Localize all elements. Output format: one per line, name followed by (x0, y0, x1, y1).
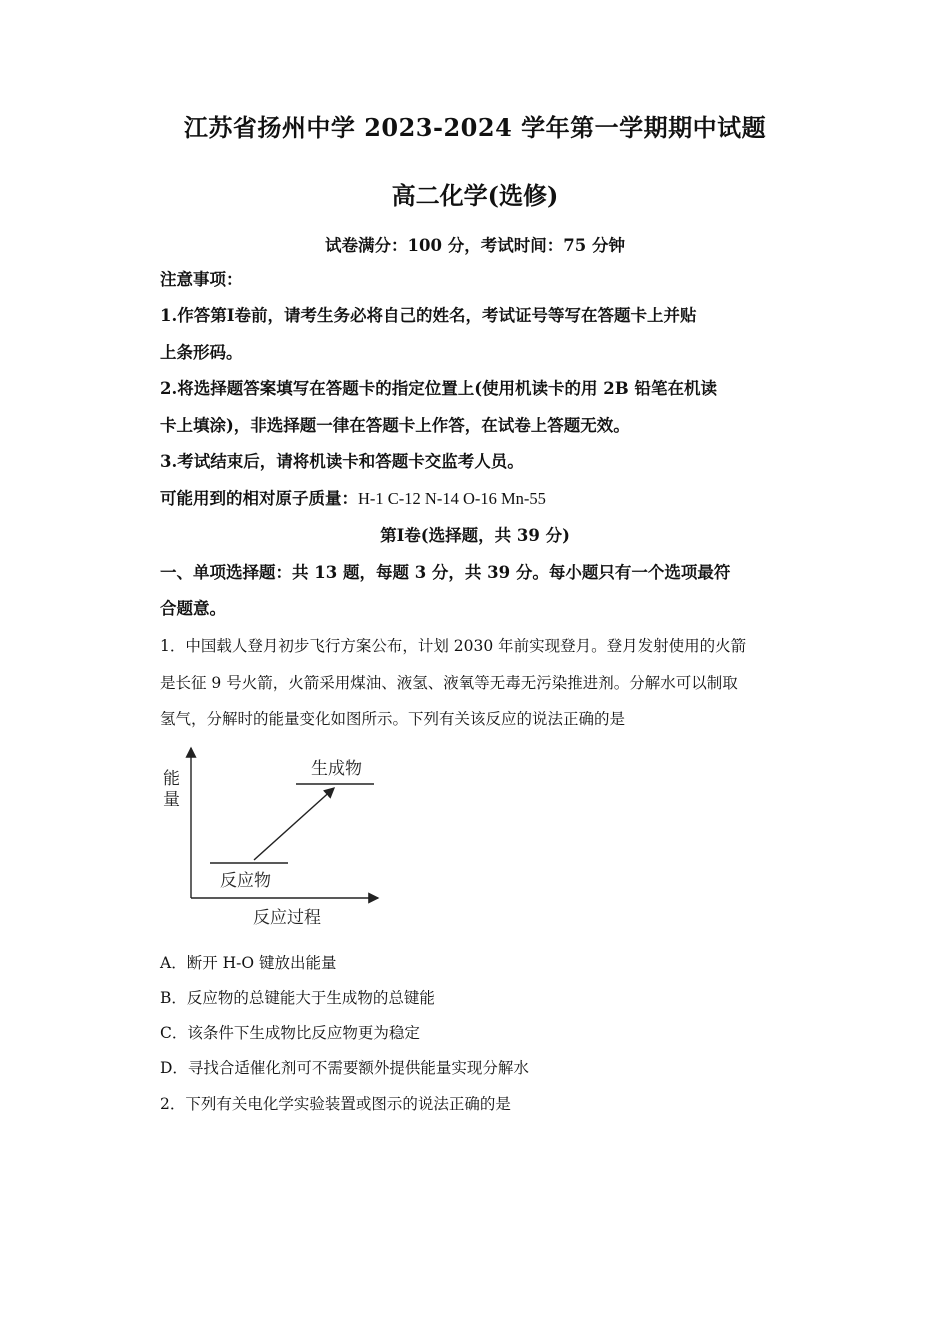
question-1-line-3: 氢气，分解时的能量变化如图所示。下列有关该反应的说法正确的是 (160, 710, 626, 728)
reaction-arrow (254, 788, 334, 860)
product-label: 生成物 (311, 759, 362, 779)
x-axis-label: 反应过程 (253, 908, 321, 928)
y-axis-label-top: 能 (163, 769, 180, 789)
question-2-line-1: 2．下列有关电化学实验装置或图示的说法正确的是 (160, 1095, 511, 1113)
section-1-title: 第Ⅰ卷(选择题，共 39 分) (380, 526, 570, 545)
notes-heading: 注意事项： (160, 270, 243, 289)
atomic-mass-label: 可能用到的相对原子质量： (160, 489, 358, 508)
question-1-option-b: B．反应物的总键能大于生成物的总键能 (160, 989, 435, 1007)
note-item-2-line-2: 卡上填涂)，非选择题一律在答题卡上作答，在试卷上答题无效。 (160, 416, 630, 435)
question-1-option-c: C．该条件下生成物比反应物更为稳定 (160, 1024, 420, 1042)
question-1-line-1: 1．中国载人登月初步飞行方案公布，计划 2030 年前实现登月。登月发射使用的火箭 (160, 637, 747, 655)
exam-subtitle: 高二化学(选修) (391, 181, 559, 210)
note-item-2-line-1: 2.将选择题答案填写在答题卡的指定位置上(使用机读卡的用 2B 铅笔在机读 (160, 379, 717, 398)
question-1-line-2: 是长征 9 号火箭，火箭采用煤油、液氢、液氧等无毒无污染推进剂。分解水可以制取 (160, 674, 738, 692)
question-1-option-d: D．寻找合适催化剂可不需要额外提供能量实现分解水 (160, 1059, 529, 1077)
question-1-option-a: A．断开 H-O 键放出能量 (160, 954, 337, 972)
exam-info: 试卷满分：100 分，考试时间：75 分钟 (325, 236, 625, 255)
exam-title: 江苏省扬州中学 2023-2024 学年第一学期期中试题 (183, 113, 767, 142)
section-1-instruction-line-2: 合题意。 (160, 599, 226, 618)
energy-diagram (158, 738, 390, 934)
reactant-label: 反应物 (220, 871, 271, 891)
note-item-1-line-2: 上条形码。 (160, 343, 243, 362)
atomic-mass-line (160, 487, 790, 511)
note-item-1-line-1: 1.作答第Ⅰ卷前，请考生务必将自己的姓名，考试证号等写在答题卡上并贴 (160, 306, 697, 325)
note-item-3: 3.考试结束后，请将机读卡和答题卡交监考人员。 (160, 452, 524, 471)
atomic-mass-values: H-1 C-12 N-14 O-16 Mn-55 (358, 489, 546, 508)
section-1-instruction-line-1: 一、单项选择题：共 13 题，每题 3 分，共 39 分。每小题只有一个选项最符 (160, 563, 731, 582)
y-axis-label-bottom: 量 (163, 790, 180, 810)
